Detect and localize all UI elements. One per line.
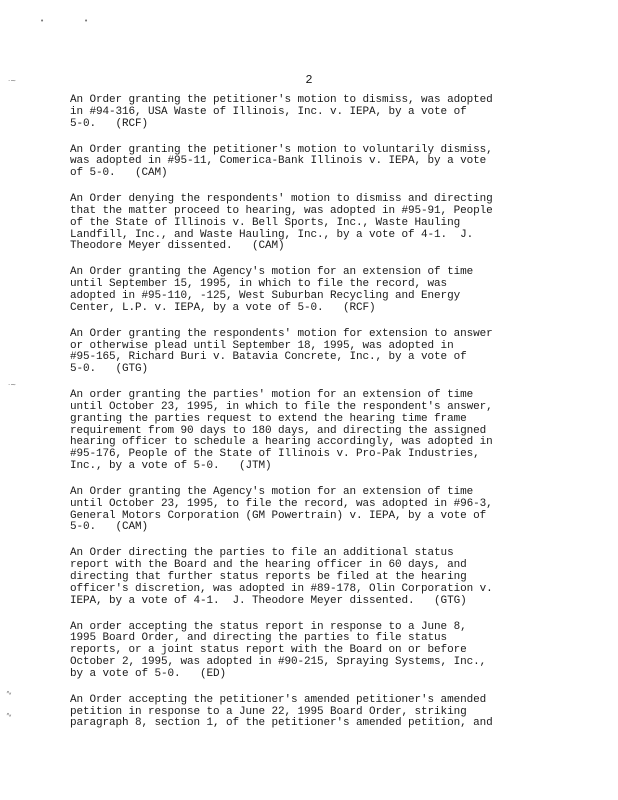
order-paragraph: An Order granting the Agency's motion for an extension of time until October 23, 1995, to file the record, was adopted in #96-3, General Motors Corporation (GM Powertrain) v. IEPA, by a vote of 5-0. (CAM) — [70, 485, 493, 534]
scan-speck: • — [40, 17, 45, 25]
order-list — [70, 95, 610, 730]
order-paragraph: An Order accepting the petitioner's amended petitioner's amended petition in response to a June 22, 1995 Board Order, striking paragraph 8, section 1, of the petitioner's amended petition, and — [70, 693, 493, 730]
order-paragraph: An Order denying the respondents' motion to dismiss and directing that the matter proceed to hearing, was adopted in #95-91, People of the State of Illinois v. Bell Sports, Inc., Waste Hauling Landfill, Inc., and Waste Hauling, Inc., by a vote of 4-1. J. Theodore Meyer dissented. (CAM) — [70, 193, 493, 253]
order-paragraph: An Order granting the petitioner's motion to dismiss, was adopted in #94-316, USA Waste of Illinois, Inc. v. IEPA, by a vote of 5-0. (RCF) — [70, 94, 493, 130]
scan-speck: • — [84, 17, 89, 25]
page-number: 2 — [305, 73, 313, 87]
order-paragraph: An Order directing the parties to file an additional status report with the Board and the hearing officer in 60 days, and directing that further status reports be filed at the hearing officer's discretion, was adopted in #89-178, Olin Corporation v. IEPA, by a vote of 4-1. J. Theodore Meyer dissented. (GTG) — [70, 547, 493, 607]
scan-speck: ·~ — [8, 381, 17, 389]
order-paragraph: An Order granting the Agency's motion for an extension of time until September 15, 1995, in which to file the record, was adopted in #95-110, -125, West Suburban Recycling and Energy Center, L.P. v. IEPA, by a vote of 5-0. (RCF) — [70, 266, 474, 314]
order-paragraph: An Order granting the respondents' motion for extension to answer or otherwise plead until September 18, 1995, was adopted in #95-165, Richard Buri v. Batavia Concrete, Inc., by a vote of 5-0. (GTG) — [70, 327, 493, 376]
scan-speck: ∿ — [6, 711, 12, 719]
scan-speck: ∿ — [6, 689, 12, 697]
order-paragraph: An Order granting the petitioner's motion to voluntarily dismiss, was adopted in #95-11, Comerica-Bank Illinois v. IEPA, by a vote of 5-0. (CAM) — [70, 143, 493, 180]
order-paragraph: An order accepting the status report in response to a June 8, 1995 Board Order, and directing the parties to file status reports, or a joint status report with the Board on or before October 2, 1995, was adopted in #90-215, Spraying Systems, Inc., by a vote of 5-0. (ED) — [70, 620, 487, 680]
order-paragraph: An order granting the parties' motion for an extension of time until October 23, 1995, in which to file the respondent's answer, granting the parties request to extend the hearing time frame requirement from 90 days to 180 days, and directing the assigned hearing officer to schedule a hearing accordingly, was adopted in #95-176, People of the State of Illinois v. Pro-Pak Industries, Inc., by a vote of 5-0. (JTM) — [70, 389, 493, 473]
scan-speck: ·~ — [8, 77, 17, 85]
